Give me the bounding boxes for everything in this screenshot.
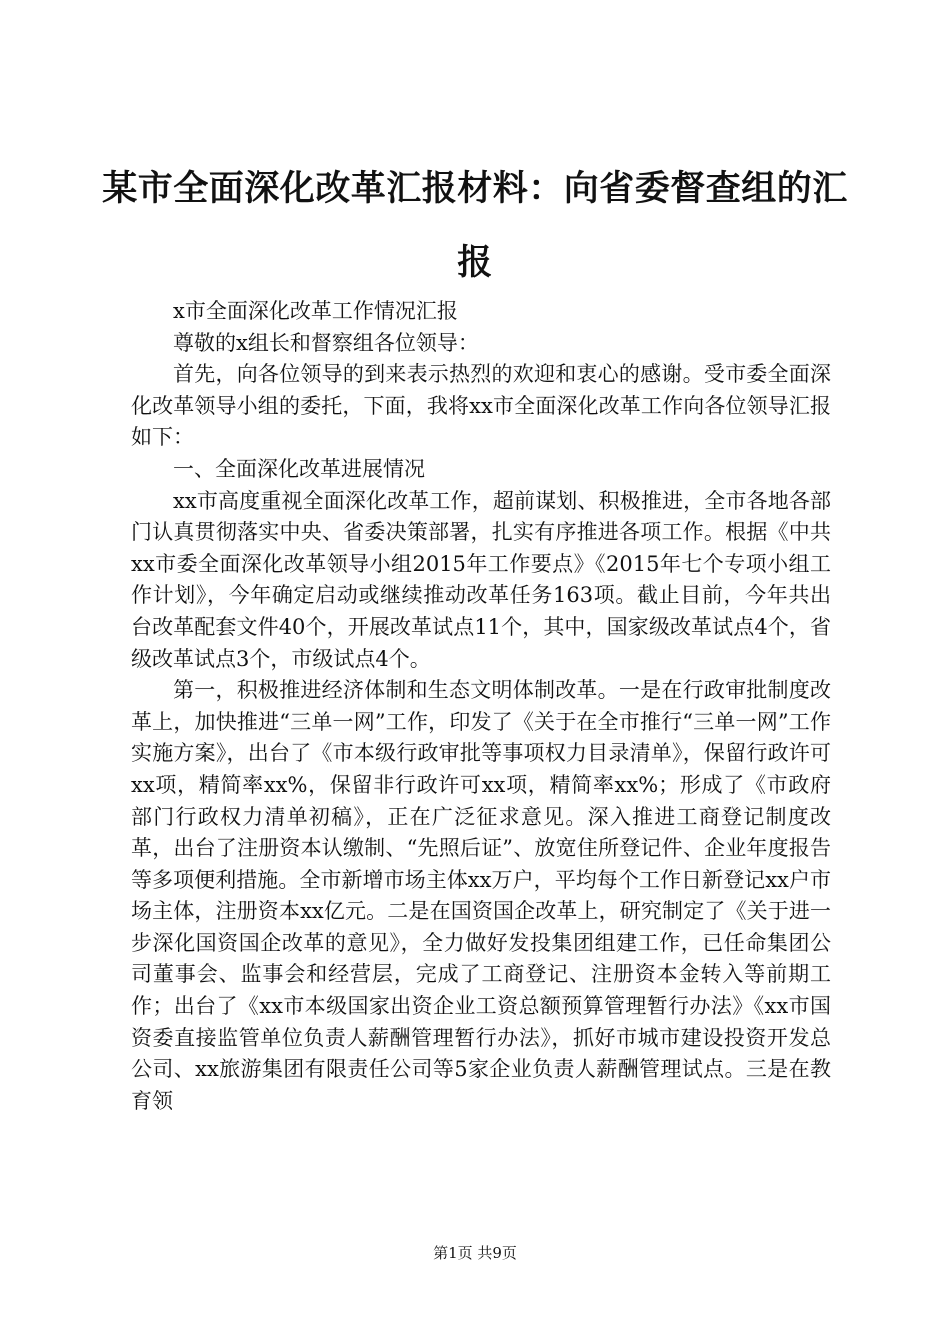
salutation: 尊敬的x组长和督察组各位领导： (173, 330, 479, 355)
document-title: 某市全面深化改革汇报材料：向省委督查组的汇报 (102, 169, 848, 283)
section-heading: 一、全面深化改革进展情况 (173, 456, 425, 481)
page-number: 第1页 共9页 (433, 1244, 517, 1262)
reform-paragraph: 第一，积极推进经济体制和生态文明体制改革。一是在行政审批制度改革上，加快推进“三单一网”工作，印发了《关于在全市推行“三单一网”工作实施方案》，出台了《市本级行政审批等事项权力目录清单》，保留行政许可xx项，精简率xx%，保留非行政许可xx项，精简率xx%；形成了《市政府部门行政权力清单初稿》，正在广泛征求意见。深入推进工商登记制度改革，出台了注册资本认缴制、“先照后证”、放宽住所登记件、企业年度报告等多项便利措施。全市新增市场主体xx万户，平均每个工作日新登记xx户市场主体，注册资本xx亿元。二是在国资国企改革上，研究制定了《关于进一步深化国资国企改革的意见》，全力做好发投集团组建工作，已任命集团公司董事会、监事会和经营层，完成了工商登记、注册资本金转入等前期工作；出台了《xx市本级国家出资企业工资总额预算管理暂行办法》《xx市国资委直接监管单位负责人薪酬管理暂行办法》，抓好市城市建设投资开发总公司、xx旅游集团有限责任公司等5家企业负责人薪酬管理试点。三是在教育领 (131, 678, 831, 1113)
report-heading: x市全面深化改革工作情况汇报 (173, 299, 458, 323)
progress-paragraph: xx市高度重视全面深化改革工作，超前谋划、积极推进，全市各地各部门认真贯彻落实中央、省委决策部署，扎实有序推进各项工作。根据《中共xx市委全面深化改革领导小组2015年工作要点》《2015年七个专项小组工作计划》，今年确定启动或继续推动改革任务163项。截止目前，今年共出台改革配套文件40个，开展改革试点11个，其中，国家级改革试点4个，省级改革试点3个，市级试点4个。 (131, 488, 831, 671)
opening-paragraph: 首先，向各位领导的到来表示热烈的欢迎和衷心的感谢。受市委全面深化改革领导小组的委托，下面，我将xx市全面深化改革工作向各位领导汇报如下： (131, 362, 831, 450)
document-body (131, 296, 831, 1117)
